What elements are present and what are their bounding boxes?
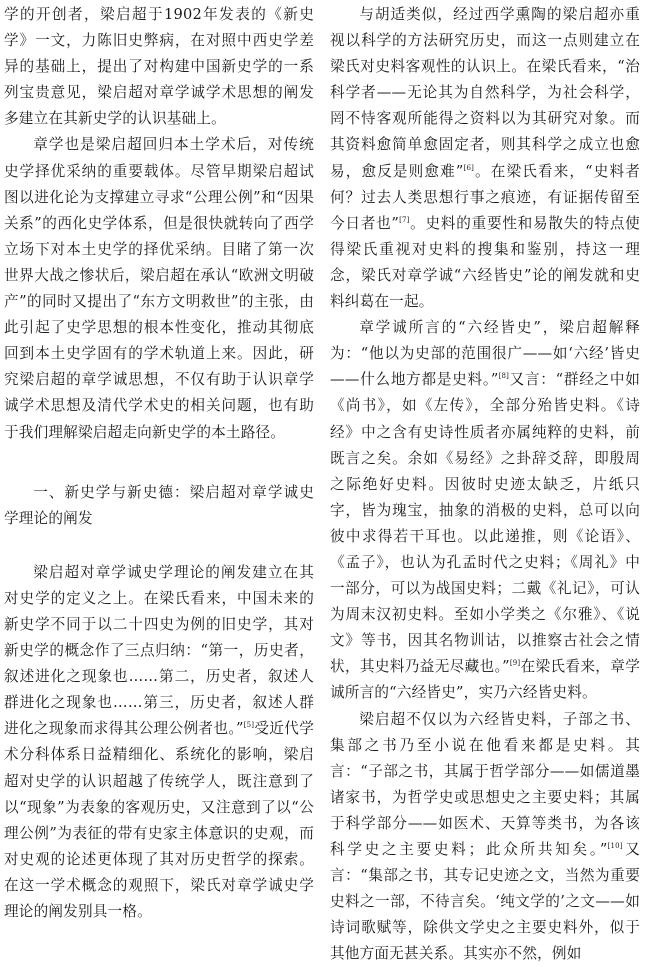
text-run: 又言：“群经之中如《尚书》，如《左传》，全部分殆皆史料。《诗经》中之含有史诗性质者亦属纯粹的史料，前既言之矣。余如《易经》之卦辞爻辞，即殷周之际绝好史料。因彼时史迹太缺乏，片纸只字，皆为瑰宝，抽象的消极的史料，总可以向彼中求得若干耳也。以此递推，则《论语》、《孟子》，也认为孔孟时代之史料；《周礼》中一部分，可以为战国史料；二戴《礼记》，可认为周末汉初史料。至如小学类之《尔雅》、《说文》等书，因其名物训诂，以推察古社会之情状，其史料乃益无尽藏也。”: [330, 371, 641, 676]
footnote-marker: [6]: [463, 163, 475, 172]
paragraph: [4, 560, 314, 925]
text-run: 在梁氏看来，章学诚所言的“六经皆史”，实乃六经皆史料。: [330, 658, 640, 702]
text-run: 梁启超对章学诚史学理论的阐发建立在其对史学的定义之上。在梁氏看来，中国未来的新史学不同于以二十四史为例的旧史学，其对新史学的概念作了三点归纳：“第一，历史者，叙述进化之现象也……第二，历史者，叙述人群进化之现象也……第三，历史者，叙述人群进化之现象而求得其公理公例者也。”: [4, 563, 314, 738]
paragraph: [330, 2, 640, 315]
footnote-marker: [7]: [399, 215, 410, 224]
footnote-marker: [10]: [607, 842, 623, 851]
footnote-marker: [5]: [243, 721, 255, 730]
paragraph: 学的开创者，梁启超于1902年发表的《新史学》一文，力陈旧史弊病，在对照中西史学差异的基础上，提出了对构建中国新史学的一系列宝贵意见，梁启超对章学诚学术思想的阐发多建立在其新史学的认识基础上。: [4, 6, 314, 128]
text-run: 受近代学术分科体系日益精细化、系统化的影响，梁启超对史学的认识超越了传统学人，既注意到了以“现象”为表象的客观历史，又注意到了以“公理公例”为表征的带有史家主体意识的史观，而对史观的论述更体现了其对历史哲学的探索。在这一学术概念的观照下，梁氏对章学诚史学理论的阐发别具一格。: [4, 720, 314, 920]
paragraph: [330, 707, 640, 967]
text-run: 又言：“集部之书，其专记史迹之文，当然为重要史料之一部，不待言矣。‘纯文学的’之文——如诗词歌赋等，除供文学史之主要史料外，似于其他方面无甚关系。其实亦不然，例如: [330, 841, 641, 963]
text-run: 。史料的重要性和易散失的特点使得梁氏重视对史料的搜集和鉴别，持这一理念，梁氏对章学诚“六经皆史”论的阐发就和史料纠葛在一起。: [330, 214, 640, 311]
paragraph: [330, 315, 640, 706]
text-run: 。在梁氏看来，“史料者何？过去人类思想行事之痕迹，有证据传留至今日者也”: [330, 162, 640, 232]
footnote-marker: [9]: [509, 659, 521, 668]
footnote-marker: [8]: [498, 372, 510, 381]
paragraph: 章学也是梁启超回归本土学术后，对传统史学择优采纳的重要载体。尽管早期梁启超试图以进化论为支撑建立寻求“公理公例”和“因果关系”的西化史学体系，但是很快就转向了西学立场下对本土史学的择优采纳。目睹了第一次世界大战之惨状后，梁启超在承认“欧洲文明破产”的同时又提出了“东方文明救世”的主张，由此引起了史学思想的根本性变化，推动其彻底回到本土史学固有的学术轨道上来。因此，研究梁启超的章学诚思想，不仅有助于认识章学诚学术思想及清代学术史的相关问题，也有助于我们理解梁启超走向新史学的本土路径。: [4, 136, 314, 441]
right-column: [330, 2, 640, 967]
section-heading: 一、新史学与新史德：梁启超对章学诚史学理论的阐发: [4, 483, 314, 527]
text-run: 与胡适类似，经过西学熏陶的梁启超亦重视以科学的方法研究历史，而这一点则建立在梁氏对史料客观性的认识上。在梁氏看来，“治科学者——无论其为自然科学，为社会科学，罔不恃客观所能得之资料以为其研究对象。而其资料愈简单愈固定者，则其科学之成立也愈易，愈反是则愈难”: [330, 6, 640, 180]
text-run: 章学诚所言的“六经皆史”，梁启超解释为：“他以为史部的范围很广——如‘六经’皆史——什么地方都是史料。”: [330, 319, 640, 389]
text-run: 梁启超不仅以为六经皆史料，子部之书、集部之书乃至小说在他看来都是史料。其言：“子部之书，其属于哲学部分——如儒道墨诸家书，为哲学史或思想史之主要史料；其属于科学部分——如医术、天算等类书，为各该科学史之主要史料；此众所共知矣。”: [330, 710, 640, 858]
left-column: [4, 2, 314, 925]
